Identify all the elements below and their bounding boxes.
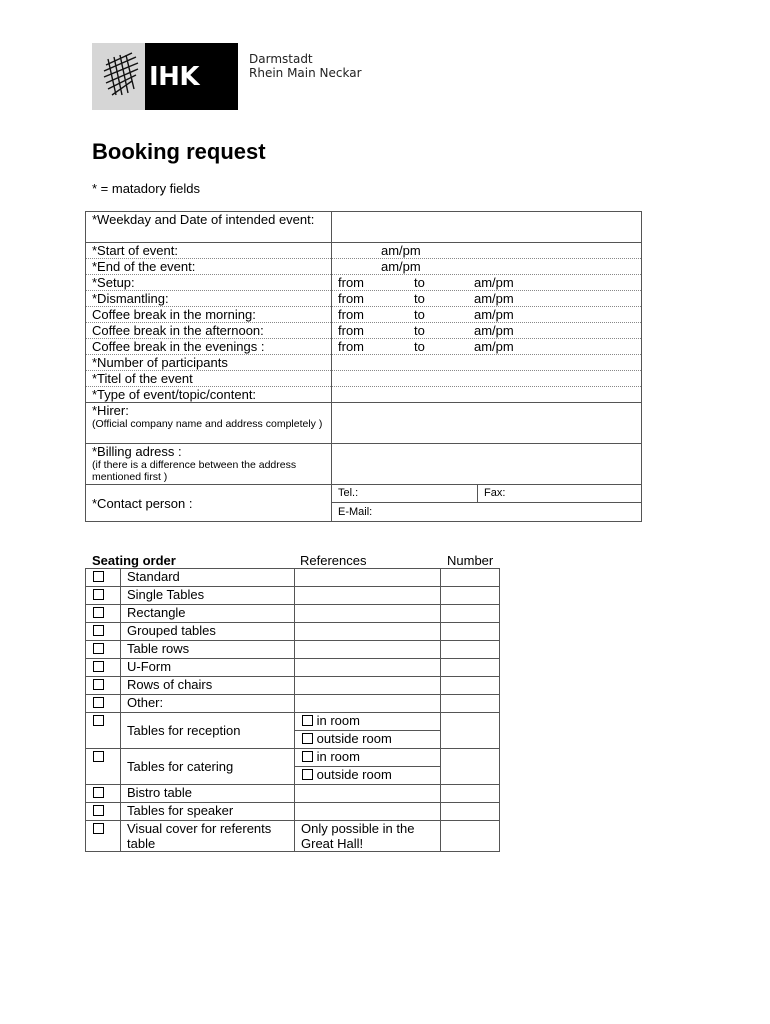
- weekday-field[interactable]: [332, 212, 642, 243]
- setup-ampm: am/pm: [474, 275, 514, 290]
- type-label: *Type of event/topic/content:: [86, 387, 332, 403]
- grouped-tables-checkbox[interactable]: [93, 625, 104, 636]
- references-header: References: [300, 553, 367, 568]
- table-rows-checkbox[interactable]: [93, 643, 104, 654]
- coffee-afternoon-field[interactable]: [332, 323, 642, 339]
- single-tables-label: Single Tables: [121, 587, 295, 605]
- catering-outside-room-checkbox[interactable]: [302, 769, 313, 780]
- visual-cover-number[interactable]: [441, 821, 500, 852]
- single-tables-references[interactable]: [295, 587, 441, 605]
- seat-row-visual-cover: [86, 821, 500, 852]
- coffee-afternoon-ampm: am/pm: [474, 323, 514, 338]
- coffee-afternoon-label: Coffee break in the afternoon:: [86, 323, 332, 339]
- catering-outside-room[interactable]: [295, 767, 440, 784]
- u-form-label: U-Form: [121, 659, 295, 677]
- page-title: Booking request: [92, 139, 266, 164]
- visual-cover-references: [295, 821, 441, 852]
- reception-outside-room[interactable]: [295, 731, 440, 748]
- tables-catering-label: Tables for catering: [121, 749, 295, 785]
- setup-to: to: [414, 275, 425, 290]
- coffee-afternoon-from: from: [338, 323, 364, 338]
- standard-references[interactable]: [295, 569, 441, 587]
- visual-cover-label: [121, 821, 295, 852]
- contact-field: [332, 485, 642, 522]
- table-rows-references[interactable]: [295, 641, 441, 659]
- tables-speaker-references[interactable]: [295, 803, 441, 821]
- coffee-evening-ampm: am/pm: [474, 339, 514, 354]
- bistro-table-number[interactable]: [441, 785, 500, 803]
- grouped-tables-references[interactable]: [295, 623, 441, 641]
- grouped-tables-label: Grouped tables: [121, 623, 295, 641]
- row-dismantling: [86, 291, 642, 307]
- row-setup: [86, 275, 642, 291]
- start-field[interactable]: [332, 243, 642, 259]
- row-coffee-evening: [86, 339, 642, 355]
- seat-row-bistro-table: [86, 785, 500, 803]
- single-tables-number[interactable]: [441, 587, 500, 605]
- tables-catering-number[interactable]: [441, 749, 500, 785]
- row-coffee-afternoon: [86, 323, 642, 339]
- fax-label: Fax:: [484, 487, 506, 499]
- coffee-evening-to: to: [414, 339, 425, 354]
- hirer-label: *Hirer:: [92, 403, 129, 418]
- bistro-table-checkbox[interactable]: [93, 787, 104, 798]
- other-number[interactable]: [441, 695, 500, 713]
- row-end: [86, 259, 642, 275]
- rectangle-number[interactable]: [441, 605, 500, 623]
- type-field[interactable]: [332, 387, 642, 403]
- rectangle-references[interactable]: [295, 605, 441, 623]
- tables-catering-references: [295, 749, 441, 785]
- end-label: *End of the event:: [86, 259, 332, 275]
- reception-in-room[interactable]: [295, 713, 440, 731]
- tables-speaker-number[interactable]: [441, 803, 500, 821]
- weekday-label: *Weekday and Date of intended event:: [86, 212, 332, 243]
- rows-of-chairs-checkbox[interactable]: [93, 679, 104, 690]
- rows-of-chairs-label: Rows of chairs: [121, 677, 295, 695]
- row-billing: [86, 444, 642, 485]
- single-tables-checkbox[interactable]: [93, 589, 104, 600]
- row-weekday: [86, 212, 642, 243]
- other-label: Other:: [121, 695, 295, 713]
- seat-row-rows-of-chairs: [86, 677, 500, 695]
- hirer-field[interactable]: [332, 403, 642, 444]
- ihk-logo: [92, 43, 238, 110]
- billing-cell: [86, 444, 332, 485]
- rectangle-checkbox[interactable]: [93, 607, 104, 618]
- seat-row-standard: [86, 569, 500, 587]
- chamber-name: [249, 52, 362, 80]
- seating-table: [85, 568, 500, 852]
- coffee-evening-from: from: [338, 339, 364, 354]
- start-ampm: am/pm: [381, 243, 421, 258]
- start-label: *Start of event:: [86, 243, 332, 259]
- tables-reception-number[interactable]: [441, 713, 500, 749]
- setup-label: *Setup:: [86, 275, 332, 291]
- hirer-cell: [86, 403, 332, 444]
- coffee-morning-ampm: am/pm: [474, 307, 514, 322]
- seat-row-u-form: [86, 659, 500, 677]
- dismantling-from: from: [338, 291, 364, 306]
- email-field[interactable]: [332, 503, 641, 521]
- ihk-logo-text: IHK: [149, 61, 200, 92]
- great-hall-line1: Only possible in the: [301, 821, 415, 836]
- bistro-table-label: Bistro table: [121, 785, 295, 803]
- email-label: E-Mail:: [338, 506, 373, 518]
- coffee-morning-to: to: [414, 307, 425, 322]
- u-form-number[interactable]: [441, 659, 500, 677]
- standard-label: Standard: [121, 569, 295, 587]
- tables-catering-checkbox[interactable]: [93, 751, 104, 762]
- titel-label: *Titel of the event: [86, 371, 332, 387]
- standard-number[interactable]: [441, 569, 500, 587]
- grouped-tables-number[interactable]: [441, 623, 500, 641]
- coffee-morning-from: from: [338, 307, 364, 322]
- bistro-table-references[interactable]: [295, 785, 441, 803]
- coffee-evening-label: Coffee break in the evenings :: [86, 339, 332, 355]
- other-references[interactable]: [295, 695, 441, 713]
- dismantling-field[interactable]: [332, 291, 642, 307]
- standard-checkbox[interactable]: [93, 571, 104, 582]
- tel-label: Tel.:: [338, 487, 359, 499]
- seat-row-tables-speaker: [86, 803, 500, 821]
- hirer-note: (Official company name and address completely ): [92, 418, 323, 430]
- catering-outside-room-label: outside room: [316, 767, 392, 782]
- catering-in-room-checkbox[interactable]: [302, 751, 313, 762]
- row-titel: [86, 371, 642, 387]
- seat-row-grouped-tables: [86, 623, 500, 641]
- billing-note: (if there is a difference between the address mentioned first ): [92, 459, 297, 483]
- coffee-afternoon-to: to: [414, 323, 425, 338]
- chamber-city: Darmstadt: [249, 52, 313, 66]
- row-hirer: [86, 403, 642, 444]
- dismantling-label: *Dismantling:: [86, 291, 332, 307]
- seat-row-tables-catering: [86, 749, 500, 785]
- tables-reception-label: Tables for reception: [121, 713, 295, 749]
- table-rows-label: Table rows: [121, 641, 295, 659]
- tables-speaker-label: Tables for speaker: [121, 803, 295, 821]
- end-field[interactable]: [332, 259, 642, 275]
- row-participants: [86, 355, 642, 371]
- ihk-logo-graphic: [92, 43, 145, 110]
- visual-cover-line1: Visual cover for referents: [127, 821, 272, 836]
- chamber-region: Rhein Main Neckar: [249, 66, 362, 80]
- contact-label: *Contact person :: [86, 485, 332, 522]
- seating-order-header: Seating order: [92, 553, 176, 568]
- seat-row-tables-reception: [86, 713, 500, 749]
- participants-label: *Number of participants: [86, 355, 332, 371]
- tables-speaker-checkbox[interactable]: [93, 805, 104, 816]
- reception-in-room-label: in room: [316, 713, 360, 728]
- reception-in-room-checkbox[interactable]: [302, 715, 313, 726]
- booking-form-table: [85, 211, 642, 522]
- rows-of-chairs-references[interactable]: [295, 677, 441, 695]
- mandatory-note: * = matadory fields: [92, 181, 201, 196]
- dismantling-to: to: [414, 291, 425, 306]
- other-checkbox[interactable]: [93, 697, 104, 708]
- billing-field[interactable]: [332, 444, 642, 485]
- rectangle-label: Rectangle: [121, 605, 295, 623]
- visual-cover-checkbox[interactable]: [93, 823, 104, 834]
- number-header: Number: [447, 553, 494, 568]
- seat-row-single-tables: [86, 587, 500, 605]
- end-ampm: am/pm: [381, 259, 421, 274]
- table-rows-number[interactable]: [441, 641, 500, 659]
- visual-cover-line2: table: [127, 836, 156, 851]
- row-type: [86, 387, 642, 403]
- dismantling-ampm: am/pm: [474, 291, 514, 306]
- reception-outside-room-checkbox[interactable]: [302, 733, 313, 744]
- u-form-references[interactable]: [295, 659, 441, 677]
- reception-outside-room-label: outside room: [316, 731, 392, 746]
- catering-in-room[interactable]: [295, 749, 440, 767]
- setup-field[interactable]: [332, 275, 642, 291]
- billing-label: *Billing adress :: [92, 444, 182, 459]
- rows-of-chairs-number[interactable]: [441, 677, 500, 695]
- catering-in-room-label: in room: [316, 749, 360, 764]
- row-start: [86, 243, 642, 259]
- coffee-evening-field[interactable]: [332, 339, 642, 355]
- great-hall-line2: Great Hall!: [301, 836, 364, 851]
- tables-reception-references: [295, 713, 441, 749]
- coffee-morning-label: Coffee break in the morning:: [86, 307, 332, 323]
- coffee-morning-field[interactable]: [332, 307, 642, 323]
- titel-field[interactable]: [332, 371, 642, 387]
- row-coffee-morning: [86, 307, 642, 323]
- seat-row-other: [86, 695, 500, 713]
- seat-row-rectangle: [86, 605, 500, 623]
- tel-field[interactable]: [332, 485, 478, 502]
- tables-reception-checkbox[interactable]: [93, 715, 104, 726]
- u-form-checkbox[interactable]: [93, 661, 104, 672]
- setup-from: from: [338, 275, 364, 290]
- participants-field[interactable]: [332, 355, 642, 371]
- seat-row-table-rows: [86, 641, 500, 659]
- row-contact: [86, 485, 642, 522]
- fax-field[interactable]: [478, 485, 641, 502]
